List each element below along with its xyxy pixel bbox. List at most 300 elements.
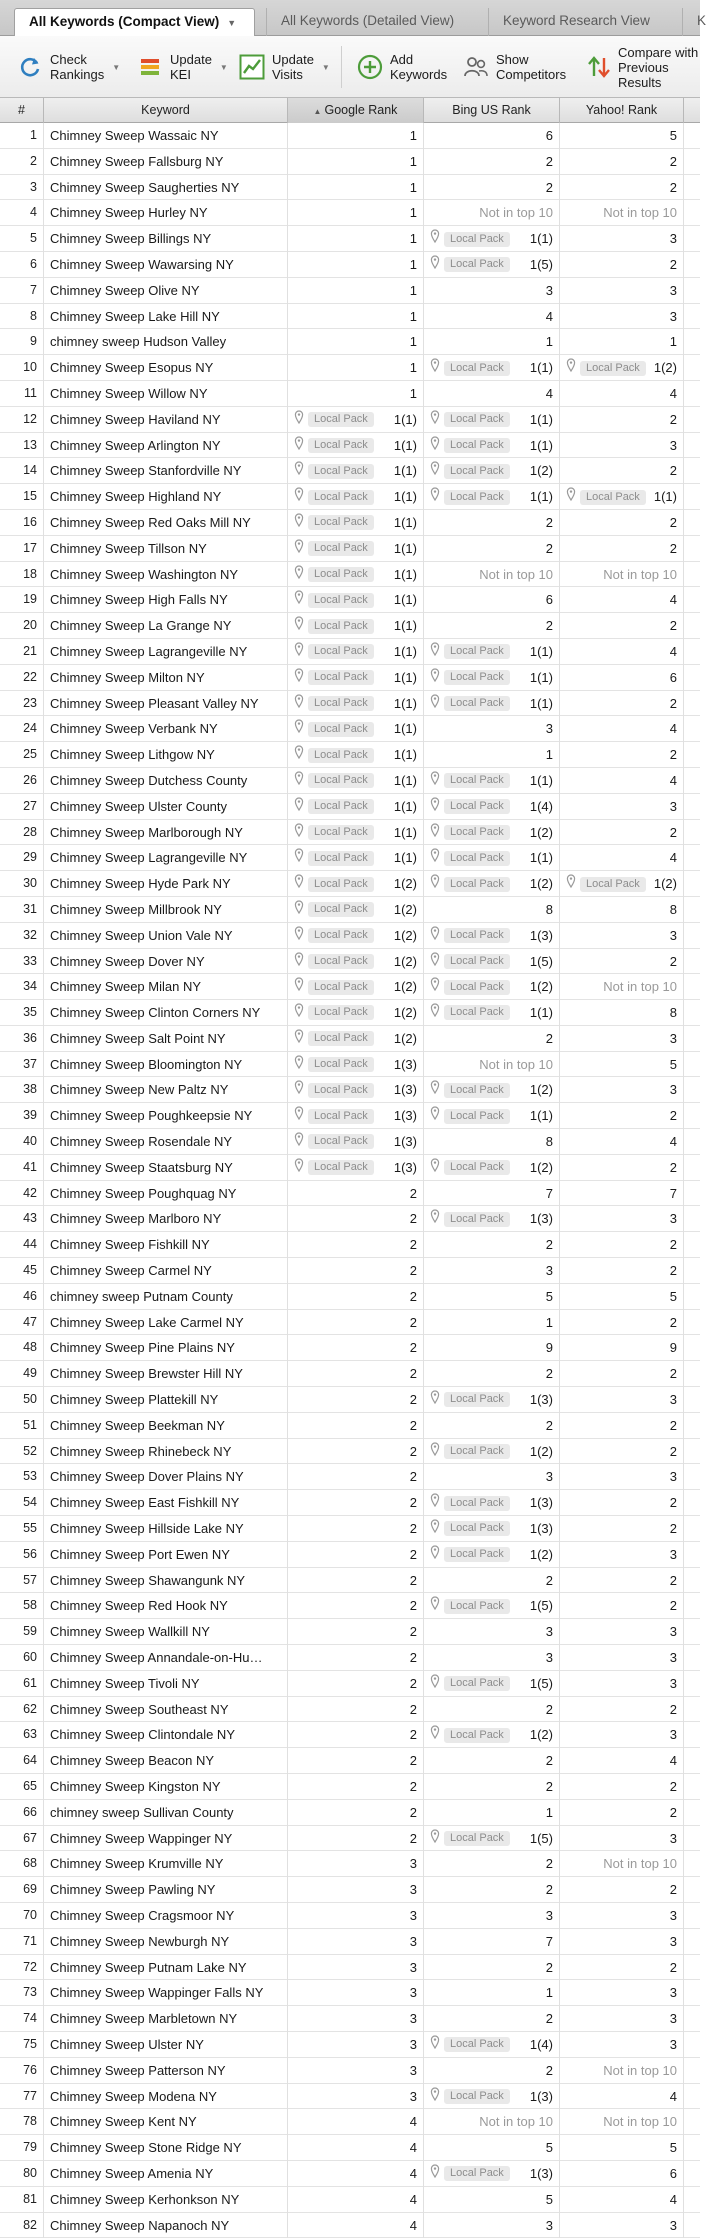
table-row[interactable] — [0, 871, 700, 897]
table-row[interactable] — [0, 510, 700, 536]
row-number: 61 — [0, 1671, 44, 1697]
table-row[interactable] — [0, 2187, 700, 2213]
yahoo-rank-cell — [560, 587, 684, 613]
keyword-cell: Chimney Sweep Hurley NY — [44, 200, 288, 226]
row-number: 40 — [0, 1129, 44, 1155]
yahoo-rank-cell — [560, 458, 684, 484]
table-row[interactable] — [0, 949, 700, 975]
bing-rank-cell — [424, 974, 560, 1000]
overflow-cell — [684, 1516, 700, 1542]
google-rank-cell — [288, 381, 424, 407]
table-row[interactable] — [0, 691, 700, 717]
keyword-cell: Chimney Sweep Willow NY — [44, 381, 288, 407]
table-row[interactable] — [0, 2006, 700, 2032]
local-pack-tag — [430, 923, 510, 949]
local-pack-badge: Local Pack — [444, 1392, 510, 1407]
table-row[interactable] — [0, 123, 700, 149]
keyword-cell: Chimney Sweep Patterson NY — [44, 2058, 288, 2084]
yahoo-rank-cell — [560, 562, 684, 588]
local-pack-tag — [430, 845, 510, 871]
yahoo-rank-cell — [560, 1129, 684, 1155]
google-rank-cell — [288, 1542, 424, 1568]
overflow-cell — [684, 1439, 700, 1465]
table-row[interactable] — [0, 897, 700, 923]
row-number: 51 — [0, 1413, 44, 1439]
local-pack-tag — [294, 639, 374, 665]
local-pack-badge: Local Pack — [308, 696, 374, 711]
rank-value: 3 — [545, 1469, 553, 1485]
yahoo-rank-cell — [560, 768, 684, 794]
keyword-cell: Chimney Sweep Kerhonkson NY — [44, 2187, 288, 2213]
yahoo-rank-cell — [560, 536, 684, 562]
local-pack-badge: Local Pack — [444, 412, 510, 427]
row-number: 74 — [0, 2006, 44, 2032]
google-rank-cell — [288, 1929, 424, 1955]
google-rank-cell — [288, 1568, 424, 1594]
table-row[interactable] — [0, 1361, 700, 1387]
table-row[interactable] — [0, 1077, 700, 1103]
bing-rank-cell — [424, 1284, 560, 1310]
rank-value: 1(1) — [529, 437, 553, 453]
rank-value: 1(1) — [393, 489, 417, 505]
row-number: 81 — [0, 2187, 44, 2213]
table-row[interactable] — [0, 716, 700, 742]
rank-value: 1 — [409, 205, 417, 221]
local-pack-tag — [430, 1671, 510, 1697]
overflow-cell — [684, 1619, 700, 1645]
rank-value: 1(5) — [529, 256, 553, 272]
table-row[interactable] — [0, 794, 700, 820]
row-number: 21 — [0, 639, 44, 665]
table-row[interactable] — [0, 1490, 700, 1516]
column-header-google-rank[interactable] — [288, 98, 424, 123]
map-pin-icon — [430, 923, 444, 949]
table-row[interactable] — [0, 1464, 700, 1490]
table-row[interactable] — [0, 820, 700, 846]
row-number: 32 — [0, 923, 44, 949]
rank-value: 3 — [409, 1933, 417, 1949]
table-row[interactable] — [0, 1619, 700, 1645]
table-row[interactable] — [0, 355, 700, 381]
row-number: 50 — [0, 1387, 44, 1413]
rank-value: 1(1) — [529, 489, 553, 505]
rank-value: 3 — [669, 1392, 677, 1408]
rank-value: 2 — [409, 1701, 417, 1717]
google-rank-cell — [288, 149, 424, 175]
table-row[interactable] — [0, 1310, 700, 1336]
table-row[interactable] — [0, 1980, 700, 2006]
table-row[interactable] — [0, 1851, 700, 1877]
rank-value: 2 — [669, 1779, 677, 1794]
overflow-cell — [684, 200, 700, 226]
table-row[interactable] — [0, 1516, 700, 1542]
yahoo-rank-cell — [560, 1155, 684, 1181]
overflow-cell — [684, 845, 700, 871]
rank-value: 1(2) — [529, 979, 553, 995]
table-row[interactable] — [0, 484, 700, 510]
bing-rank-cell — [424, 1645, 560, 1671]
table-row[interactable] — [0, 1284, 700, 1310]
table-row[interactable] — [0, 381, 700, 407]
yahoo-rank-cell — [560, 381, 684, 407]
table-row[interactable] — [0, 536, 700, 562]
map-pin-icon — [294, 742, 308, 768]
row-number: 64 — [0, 1748, 44, 1774]
table-row[interactable] — [0, 1568, 700, 1594]
rank-value: 2 — [545, 1856, 553, 1872]
table-row[interactable] — [0, 742, 700, 768]
tab-compact-view[interactable] — [14, 8, 255, 37]
map-pin-icon — [566, 871, 580, 897]
table-row[interactable] — [0, 200, 700, 226]
rank-value: 1(4) — [529, 2036, 553, 2052]
map-pin-icon — [430, 1000, 444, 1026]
local-pack-badge: Local Pack — [308, 902, 374, 917]
overflow-cell — [684, 716, 700, 742]
table-row[interactable] — [0, 2032, 700, 2058]
bing-rank-cell — [424, 252, 560, 278]
keyword-cell: Chimney Sweep Dover Plains NY — [44, 1464, 288, 1490]
keyword-cell: Chimney Sweep Newburgh NY — [44, 1929, 288, 1955]
local-pack-tag — [430, 768, 510, 794]
table-row[interactable] — [0, 2135, 700, 2161]
add-keywords-button[interactable] — [356, 49, 447, 85]
table-row[interactable] — [0, 974, 700, 1000]
table-row[interactable] — [0, 768, 700, 794]
overflow-cell — [684, 768, 700, 794]
table-row[interactable] — [0, 458, 700, 484]
keyword-cell: chimney sweep Putnam County — [44, 1284, 288, 1310]
local-pack-badge: Local Pack — [308, 877, 374, 892]
table-row[interactable] — [0, 1258, 700, 1284]
local-pack-tag — [294, 1077, 374, 1103]
local-pack-badge: Local Pack — [444, 1083, 510, 1098]
local-pack-tag — [294, 845, 374, 871]
local-pack-badge: Local Pack — [444, 696, 510, 711]
table-row[interactable] — [0, 1903, 700, 1929]
table-row[interactable] — [0, 1877, 700, 1903]
check-rankings-button[interactable] — [16, 49, 120, 85]
table-row[interactable] — [0, 1181, 700, 1207]
row-number: 59 — [0, 1619, 44, 1645]
rank-value: 2 — [669, 1521, 677, 1537]
rank-value: 2 — [669, 514, 677, 530]
table-row[interactable] — [0, 175, 700, 201]
column-header-keyword[interactable]: Keyword — [44, 98, 288, 123]
table-row[interactable] — [0, 1542, 700, 1568]
rank-value: 2 — [669, 1959, 677, 1975]
keyword-cell: Chimney Sweep Brewster Hill NY — [44, 1361, 288, 1387]
chevron-down-icon[interactable]: ▼ — [321, 62, 330, 72]
keyword-cell: Chimney Sweep Lake Carmel NY — [44, 1310, 288, 1336]
local-pack-badge: Local Pack — [444, 928, 510, 943]
row-number: 27 — [0, 794, 44, 820]
update-visits-button[interactable] — [238, 49, 330, 85]
not-ranked-text: Not in top 10 — [603, 205, 677, 221]
table-row[interactable] — [0, 1593, 700, 1619]
update-kei-button[interactable] — [136, 49, 228, 85]
local-pack-badge: Local Pack — [580, 361, 646, 376]
table-row[interactable] — [0, 1413, 700, 1439]
column-header-overflow[interactable] — [684, 98, 700, 123]
map-pin-icon — [294, 613, 308, 639]
table-row[interactable] — [0, 562, 700, 588]
google-rank-cell — [288, 1155, 424, 1181]
table-row[interactable] — [0, 1722, 700, 1748]
rank-value: 1 — [669, 334, 677, 350]
bing-rank-cell — [424, 304, 560, 330]
table-row[interactable] — [0, 2109, 700, 2135]
local-pack-tag — [294, 407, 374, 433]
table-row[interactable] — [0, 1800, 700, 1826]
table-row[interactable] — [0, 1826, 700, 1852]
bing-rank-cell — [424, 1929, 560, 1955]
column-header-bing-rank[interactable]: Bing US Rank — [424, 98, 560, 123]
yahoo-rank-cell — [560, 1929, 684, 1955]
overflow-cell — [684, 536, 700, 562]
bing-rank-cell — [424, 484, 560, 510]
chevron-down-icon[interactable]: ▼ — [227, 18, 237, 28]
yahoo-rank-cell — [560, 1000, 684, 1026]
chevron-down-icon[interactable]: ▼ — [112, 62, 121, 72]
table-row[interactable] — [0, 1103, 700, 1129]
column-header-number[interactable]: # — [0, 98, 44, 123]
map-pin-icon — [566, 355, 580, 381]
table-row[interactable] — [0, 1335, 700, 1361]
yahoo-rank-cell — [560, 1103, 684, 1129]
row-number: 33 — [0, 949, 44, 975]
keyword-cell: Chimney Sweep Clinton Corners NY — [44, 1000, 288, 1026]
keyword-cell: Chimney Sweep Wappinger Falls NY — [44, 1980, 288, 2006]
table-row[interactable] — [0, 665, 700, 691]
local-pack-tag — [430, 1490, 510, 1516]
rank-value: 2 — [545, 1779, 553, 1794]
local-pack-badge: Local Pack — [444, 851, 510, 866]
local-pack-tag — [430, 639, 510, 665]
row-number: 12 — [0, 407, 44, 433]
table-row[interactable] — [0, 252, 700, 278]
table-row[interactable] — [0, 639, 700, 665]
column-header-yahoo-rank[interactable]: Yahoo! Rank — [560, 98, 684, 123]
table-row[interactable] — [0, 149, 700, 175]
table-row[interactable] — [0, 2213, 700, 2239]
map-pin-icon — [294, 510, 308, 536]
rank-value: 1 — [545, 1804, 553, 1820]
bing-rank-cell — [424, 2006, 560, 2032]
rank-value: 2 — [669, 1108, 677, 1124]
google-rank-cell — [288, 2187, 424, 2213]
tab-overflow[interactable] — [682, 8, 724, 36]
yahoo-rank-cell — [560, 329, 684, 355]
local-pack-tag — [294, 716, 374, 742]
local-pack-tag — [294, 923, 374, 949]
overflow-cell — [684, 949, 700, 975]
yahoo-rank-cell — [560, 123, 684, 149]
table-row[interactable] — [0, 1645, 700, 1671]
rank-value: 1(2) — [529, 824, 553, 840]
rank-value: 2 — [545, 153, 553, 169]
table-row[interactable] — [0, 1748, 700, 1774]
rank-value: 3 — [669, 2011, 677, 2027]
rank-value: 2 — [409, 1211, 417, 1227]
rank-value: 1(1) — [529, 850, 553, 866]
google-rank-cell — [288, 536, 424, 562]
rank-value: 3 — [669, 308, 677, 324]
google-rank-cell — [288, 1052, 424, 1078]
bing-rank-cell — [424, 200, 560, 226]
bing-rank-cell — [424, 923, 560, 949]
table-row[interactable] — [0, 1387, 700, 1413]
local-pack-tag — [430, 1593, 510, 1619]
keyword-cell: Chimney Sweep Modena NY — [44, 2084, 288, 2110]
rank-value: 2 — [545, 514, 553, 530]
local-pack-tag — [294, 458, 374, 484]
bing-rank-cell — [424, 407, 560, 433]
overflow-cell — [684, 1310, 700, 1336]
row-number: 53 — [0, 1464, 44, 1490]
table-row[interactable] — [0, 407, 700, 433]
local-pack-badge: Local Pack — [444, 490, 510, 505]
overflow-cell — [684, 355, 700, 381]
table-row[interactable] — [0, 1439, 700, 1465]
table-row[interactable] — [0, 2058, 700, 2084]
row-number: 23 — [0, 691, 44, 717]
overflow-cell — [684, 1671, 700, 1697]
tab-detailed-view[interactable] — [266, 8, 472, 36]
overflow-cell — [684, 897, 700, 923]
local-pack-badge: Local Pack — [444, 1831, 510, 1846]
keyword-cell: Chimney Sweep Wawarsing NY — [44, 252, 288, 278]
row-number: 80 — [0, 2161, 44, 2187]
overflow-cell — [684, 1413, 700, 1439]
show-competitors-button[interactable] — [462, 49, 566, 85]
table-row[interactable] — [0, 1000, 700, 1026]
rank-value: 2 — [545, 540, 553, 556]
table-header — [0, 98, 700, 123]
table-row[interactable] — [0, 1671, 700, 1697]
table-row[interactable] — [0, 1129, 700, 1155]
tab-keyword-research-view[interactable] — [488, 8, 668, 36]
local-pack-badge: Local Pack — [444, 2166, 510, 2181]
local-pack-tag — [294, 742, 374, 768]
overflow-cell — [684, 252, 700, 278]
compare-previous-results-button[interactable] — [586, 44, 700, 90]
table-row[interactable] — [0, 278, 700, 304]
google-rank-cell — [288, 407, 424, 433]
table-row[interactable] — [0, 1955, 700, 1981]
table-row[interactable] — [0, 1232, 700, 1258]
yahoo-rank-cell — [560, 665, 684, 691]
google-rank-cell — [288, 665, 424, 691]
table-row[interactable] — [0, 1026, 700, 1052]
yahoo-rank-cell — [560, 1748, 684, 1774]
row-number: 68 — [0, 1851, 44, 1877]
rank-value: 3 — [409, 2011, 417, 2027]
yahoo-rank-cell — [560, 2161, 684, 2187]
rank-value: 1(2) — [529, 876, 553, 892]
plus-circle-icon — [356, 53, 384, 81]
rank-value: 3 — [669, 927, 677, 943]
local-pack-badge: Local Pack — [308, 1109, 374, 1124]
google-rank-cell — [288, 1593, 424, 1619]
google-rank-cell — [288, 458, 424, 484]
rank-value: 2 — [669, 1417, 677, 1433]
overflow-cell — [684, 1645, 700, 1671]
overflow-cell — [684, 149, 700, 175]
row-number: 18 — [0, 562, 44, 588]
yahoo-rank-cell — [560, 742, 684, 768]
google-rank-cell — [288, 949, 424, 975]
table-row[interactable] — [0, 2084, 700, 2110]
row-number: 20 — [0, 613, 44, 639]
bing-rank-cell — [424, 278, 560, 304]
table-row[interactable] — [0, 1052, 700, 1078]
bing-rank-cell — [424, 329, 560, 355]
not-ranked-text: Not in top 10 — [603, 1856, 677, 1872]
local-pack-badge: Local Pack — [444, 1496, 510, 1511]
table-row[interactable] — [0, 587, 700, 613]
local-pack-tag — [430, 226, 510, 252]
local-pack-tag — [430, 974, 510, 1000]
table-row[interactable] — [0, 923, 700, 949]
rank-value: 2 — [545, 1753, 553, 1769]
rank-value: 2 — [545, 1417, 553, 1433]
google-rank-cell — [288, 1851, 424, 1877]
overflow-cell — [684, 2135, 700, 2161]
rank-value: 3 — [669, 282, 677, 298]
table-row[interactable] — [0, 1697, 700, 1723]
keyword-cell: Chimney Sweep Stanfordville NY — [44, 458, 288, 484]
local-pack-tag — [294, 665, 374, 691]
table-row[interactable] — [0, 1774, 700, 1800]
rank-value: 4 — [669, 2191, 677, 2207]
table-row[interactable] — [0, 1929, 700, 1955]
rank-value: 3 — [545, 721, 553, 737]
table-row[interactable] — [0, 329, 700, 355]
rank-value: 1(1) — [529, 1005, 553, 1021]
bing-rank-cell — [424, 897, 560, 923]
local-pack-tag — [430, 949, 510, 975]
rank-value: 1(1) — [393, 411, 417, 427]
yahoo-rank-cell — [560, 1258, 684, 1284]
table-row[interactable] — [0, 1206, 700, 1232]
table-row[interactable] — [0, 845, 700, 871]
local-pack-tag — [430, 691, 510, 717]
bing-rank-cell — [424, 1077, 560, 1103]
google-rank-cell — [288, 1129, 424, 1155]
local-pack-badge: Local Pack — [444, 1109, 510, 1124]
google-rank-cell — [288, 1464, 424, 1490]
row-number: 30 — [0, 871, 44, 897]
rank-value: 2 — [545, 1882, 553, 1898]
overflow-cell — [684, 1774, 700, 1800]
row-number: 28 — [0, 820, 44, 846]
rank-value: 1(1) — [393, 566, 417, 582]
table-row[interactable] — [0, 226, 700, 252]
chevron-down-icon[interactable]: ▼ — [219, 62, 228, 72]
table-row[interactable] — [0, 433, 700, 459]
keyword-cell: Chimney Sweep Millbrook NY — [44, 897, 288, 923]
bing-rank-cell — [424, 1103, 560, 1129]
table-row[interactable] — [0, 2161, 700, 2187]
rank-value: 1(2) — [529, 1082, 553, 1098]
table-row[interactable] — [0, 304, 700, 330]
rank-value: 3 — [409, 1882, 417, 1898]
local-pack-badge: Local Pack — [308, 567, 374, 582]
table-row[interactable] — [0, 613, 700, 639]
rank-value: 2 — [669, 256, 677, 272]
table-row[interactable] — [0, 1155, 700, 1181]
